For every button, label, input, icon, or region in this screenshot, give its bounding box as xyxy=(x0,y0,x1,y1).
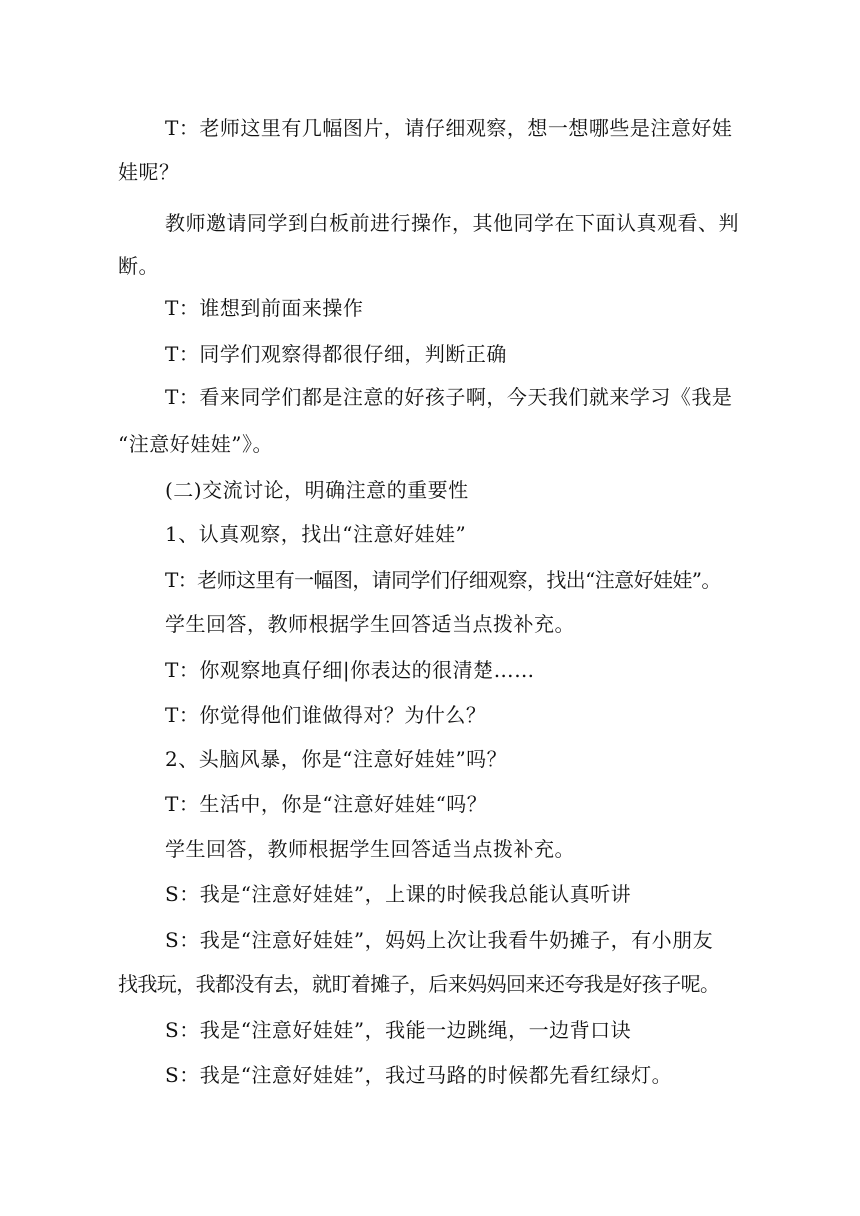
subsection-heading: 2、头脑风暴，你是“注意好娃娃”吗？ xyxy=(165,747,508,771)
paragraph-line: 学生回答，教师根据学生回答适当点拨补充。 xyxy=(165,837,575,861)
paragraph-line: S：我是“注意好娃娃”，我过马路的时候都先看红绿灯。 xyxy=(165,1063,673,1087)
paragraph-line: S：我是“注意好娃娃”，妈妈上次让我看牛奶摊子，有小朋友 xyxy=(165,928,714,952)
paragraph-line: 学生回答，教师根据学生回答适当点拨补充。 xyxy=(165,612,575,636)
paragraph-line: S：我是“注意好娃娃”，我能一边跳绳，一边背口诀 xyxy=(165,1018,632,1042)
paragraph-line: T：你觉得他们谁做得对？为什么？ xyxy=(165,703,487,727)
paragraph-line: T：你观察地真仔细|你表达的很清楚…… xyxy=(165,658,535,682)
paragraph-line: T：同学们观察得都很仔细，判断正确 xyxy=(165,342,507,366)
paragraph-line: 教师邀请同学到白板前进行操作，其他同学在下面认真观看、判 xyxy=(165,211,739,235)
paragraph-line: “注意好娃娃”》。 xyxy=(118,432,273,456)
subsection-heading: 1、认真观察，找出“注意好娃娃” xyxy=(165,522,467,546)
paragraph-line: 娃呢？ xyxy=(118,160,180,184)
paragraph-line: 找我玩，我都没有去，就盯着摊子，后来妈妈回来还夸我是好孩子呢。 xyxy=(118,972,720,996)
paragraph-line: T：看来同学们都是注意的好孩子啊，今天我们就来学习《我是 xyxy=(165,385,733,409)
paragraph-line: T：老师这里有一幅图，请同学们仔细观察，找出“注意好娃娃”。 xyxy=(165,568,721,592)
paragraph-line: T：谁想到前面来操作 xyxy=(165,296,364,320)
paragraph-line: T：老师这里有几幅图片，请仔细观察，想一想哪些是注意好娃 xyxy=(165,116,733,140)
paragraph-line: S：我是“注意好娃娃”，上课的时候我总能认真听讲 xyxy=(165,882,632,906)
paragraph-line: T：生活中，你是“注意好娃娃“吗？ xyxy=(165,792,488,816)
section-heading: (二)交流讨论，明确注意的重要性 xyxy=(165,478,469,502)
paragraph-line: 断。 xyxy=(118,254,159,278)
